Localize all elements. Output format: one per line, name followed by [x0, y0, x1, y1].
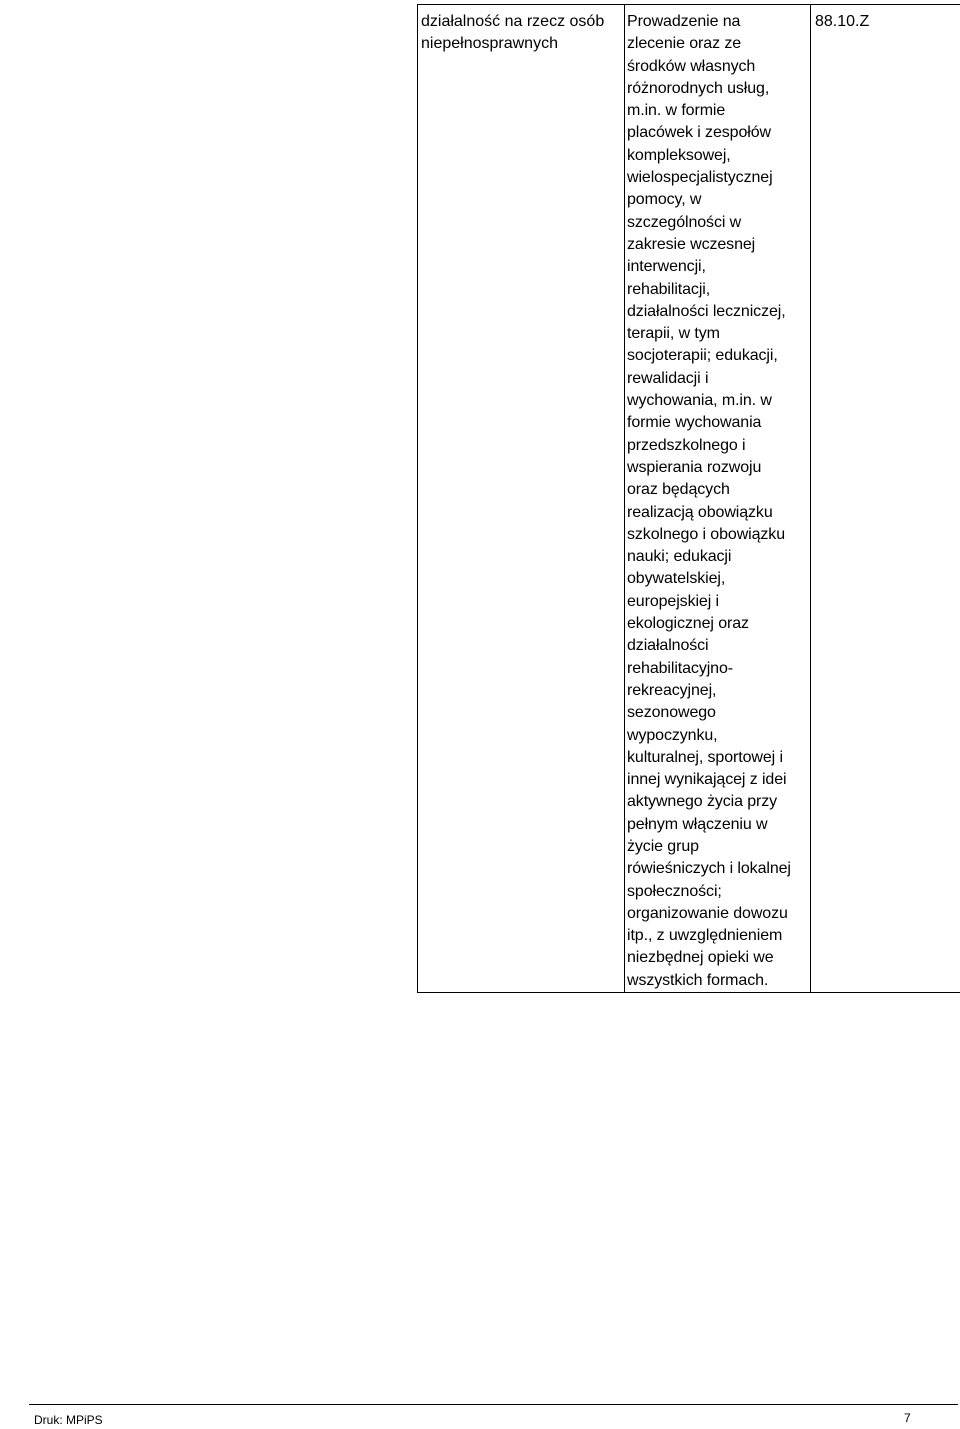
activity-description-cell [625, 5, 811, 993]
footer-divider [29, 1404, 958, 1405]
activity-category-cell [418, 5, 625, 993]
activity-description: Prowadzenie na zlecenie oraz ze środków własnych różnorodnych usług, m.in. w formie placówek i zespołów kompleksowej, wielospecjalistycznej pomocy, w szczególności w zakresie wczesnej interwencji, rehabilitacji, działalności leczniczej, terapii, w tym socjoterapii; edukacji, rewalidacji i wychowania, m.in. w formie wychowania przedszkolnego i wspierania rozwoju oraz będących realizacją obowiązku szkolnego i obowiązku nauki; edukacji obywatelskiej, europejskiej i ekologicznej oraz działalności rehabilitacyjno- rekreacyjnej, sezonowego wypoczynku, kulturalnej, sportowej i innej wynikającej z idei aktywnego życia przy pełnym włączeniu w życie grup rówieśniczych i lokalnej społeczności; organizowanie dowozu itp., z uwzględnieniem niezbędnej opieki we wszystkich formach. [627, 13, 791, 989]
pkd-code: 88.10.Z [815, 13, 870, 30]
footer-print-label: Druk: MPiPS [34, 1413, 103, 1427]
activity-code-cell [811, 5, 960, 993]
table-row [418, 5, 960, 993]
activity-table [417, 4, 960, 993]
page-number: 7 [904, 1411, 911, 1425]
activity-category: działalność na rzecz osób niepełnosprawnych [421, 13, 605, 53]
